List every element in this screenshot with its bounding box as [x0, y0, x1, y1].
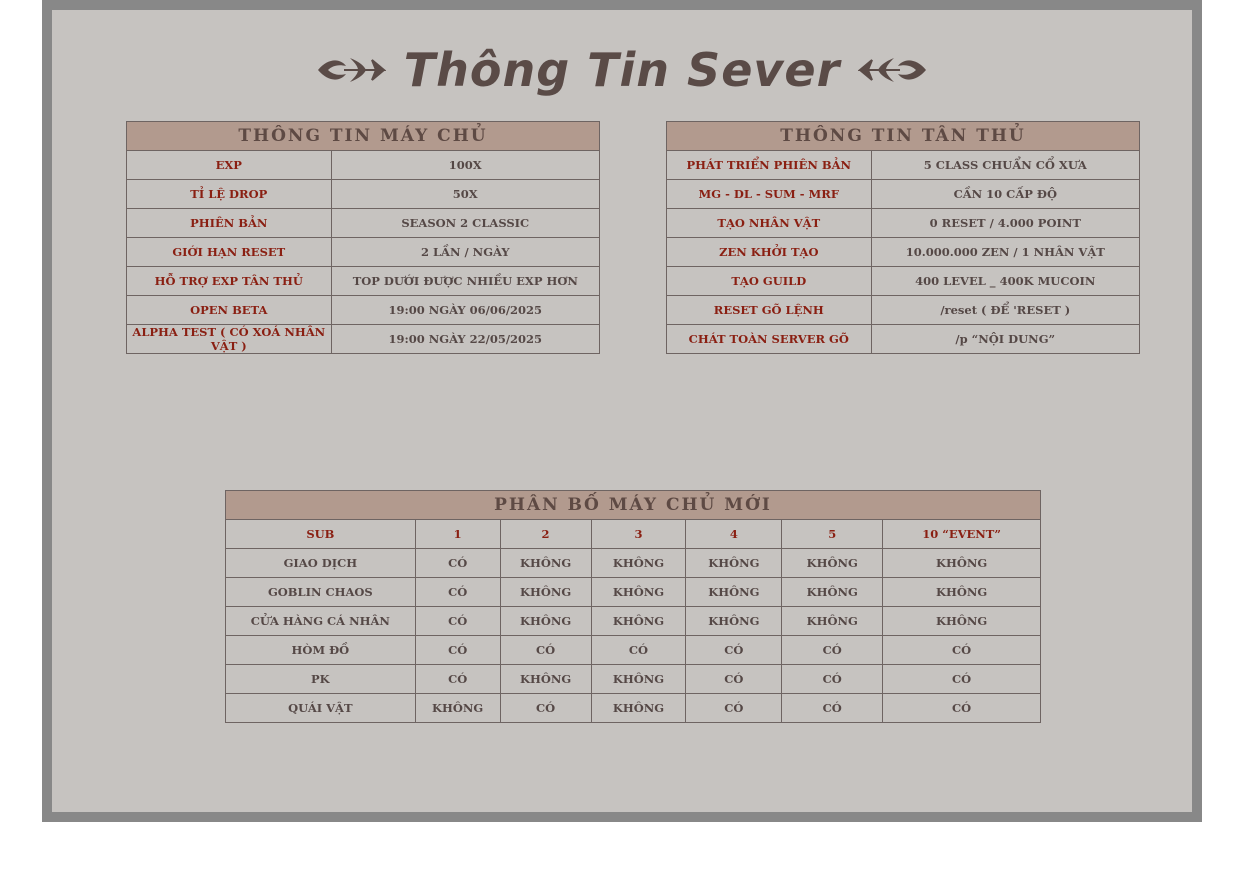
title-row [52, 40, 1192, 100]
allocation-heading: PHÂN BỐ MÁY CHỦ MỚI [226, 491, 1041, 520]
table-row [127, 209, 600, 238]
row-label: TẠO GUILD [667, 267, 872, 296]
table-cell: KHÔNG [686, 549, 782, 578]
table-row [226, 694, 1041, 723]
table-cell: CÓ [782, 636, 883, 665]
table-cell: KHÔNG [500, 549, 591, 578]
table-cell: CÓ [782, 694, 883, 723]
row-label: TỈ LỆ DROP [127, 180, 332, 209]
table-cell: CÓ [415, 636, 500, 665]
right-ornament-icon [858, 48, 930, 92]
server-info-heading: THÔNG TIN MÁY CHỦ [127, 122, 600, 151]
server-info-table [126, 121, 600, 354]
table-cell: PK [226, 665, 416, 694]
column-header: 5 [782, 520, 883, 549]
table-cell: KHÔNG [415, 694, 500, 723]
table-cell: KHÔNG [686, 578, 782, 607]
column-header: 10 “EVENT” [883, 520, 1041, 549]
left-ornament-icon [314, 48, 386, 92]
row-value: TOP DƯỚI ĐƯỢC NHIỀU EXP HƠN [331, 267, 599, 296]
row-label: TẠO NHÂN VẬT [667, 209, 872, 238]
page-title: Thông Tin Sever [403, 43, 841, 97]
column-header: 1 [415, 520, 500, 549]
table-cell: CÓ [591, 636, 686, 665]
table-cell: CÓ [686, 665, 782, 694]
newbie-info-heading: THÔNG TIN TÂN THỦ [667, 122, 1140, 151]
row-value: SEASON 2 CLASSIC [331, 209, 599, 238]
column-header: 2 [500, 520, 591, 549]
table-cell: CÓ [686, 636, 782, 665]
row-value: 19:00 NGÀY 22/05/2025 [331, 325, 599, 354]
table-cell: KHÔNG [591, 607, 686, 636]
row-value: 0 RESET / 4.000 POINT [871, 209, 1139, 238]
table-row [667, 267, 1140, 296]
table-cell: KHÔNG [883, 607, 1041, 636]
row-value: /reset ( ĐỂ 'RESET ) [871, 296, 1139, 325]
table-row [667, 180, 1140, 209]
row-label: GIỚI HẠN RESET [127, 238, 332, 267]
row-label: HỖ TRỢ EXP TÂN THỦ [127, 267, 332, 296]
table-cell: KHÔNG [686, 607, 782, 636]
row-label: ALPHA TEST ( CÓ XOÁ NHÂN VẬT ) [127, 325, 332, 354]
table-cell: CÓ [883, 694, 1041, 723]
allocation-header-row [226, 520, 1041, 549]
content-panel [52, 10, 1192, 812]
table-cell: KHÔNG [500, 578, 591, 607]
row-label: PHIÊN BẢN [127, 209, 332, 238]
table-cell: CÓ [883, 636, 1041, 665]
table-row [127, 325, 600, 354]
row-value: 10.000.000 ZEN / 1 NHÂN VẬT [871, 238, 1139, 267]
table-cell: CÓ [415, 665, 500, 694]
table-cell: CÓ [500, 636, 591, 665]
table-cell: CÓ [415, 549, 500, 578]
column-header: 4 [686, 520, 782, 549]
row-label: MG - DL - SUM - MRF [667, 180, 872, 209]
row-label: OPEN BETA [127, 296, 332, 325]
table-row [667, 325, 1140, 354]
table-cell: KHÔNG [883, 549, 1041, 578]
table-row [667, 209, 1140, 238]
table-row [667, 151, 1140, 180]
row-value: 400 LEVEL _ 400K MUCOIN [871, 267, 1139, 296]
row-label: RESET GÕ LỆNH [667, 296, 872, 325]
row-value: 100X [331, 151, 599, 180]
row-label: ZEN KHỞI TẠO [667, 238, 872, 267]
table-row [127, 180, 600, 209]
table-row [226, 578, 1041, 607]
table-cell: GOBLIN CHAOS [226, 578, 416, 607]
table-row [226, 665, 1041, 694]
row-value: 19:00 NGÀY 06/06/2025 [331, 296, 599, 325]
table-cell: CÓ [883, 665, 1041, 694]
table-cell: KHÔNG [500, 665, 591, 694]
allocation-table [225, 490, 1041, 723]
table-row [226, 549, 1041, 578]
table-cell: QUÁI VẬT [226, 694, 416, 723]
column-header: 3 [591, 520, 686, 549]
table-row [226, 607, 1041, 636]
row-label: CHÁT TOÀN SERVER GÕ [667, 325, 872, 354]
table-row [667, 296, 1140, 325]
row-value: /p “NỘI DUNG” [871, 325, 1139, 354]
row-label: EXP [127, 151, 332, 180]
table-row [127, 296, 600, 325]
table-cell: KHÔNG [782, 607, 883, 636]
table-row [667, 238, 1140, 267]
table-cell: GIAO DỊCH [226, 549, 416, 578]
table-cell: CÓ [415, 578, 500, 607]
row-label: PHÁT TRIỂN PHIÊN BẢN [667, 151, 872, 180]
row-value: 2 LẦN / NGÀY [331, 238, 599, 267]
table-cell: KHÔNG [591, 694, 686, 723]
table-row [127, 238, 600, 267]
table-cell: KHÔNG [591, 549, 686, 578]
table-cell: KHÔNG [782, 549, 883, 578]
table-cell: HÒM ĐỒ [226, 636, 416, 665]
table-cell: CÓ [415, 607, 500, 636]
table-row [127, 151, 600, 180]
column-header: SUB [226, 520, 416, 549]
table-cell: KHÔNG [591, 578, 686, 607]
page-frame [42, 0, 1202, 822]
table-cell: KHÔNG [782, 578, 883, 607]
table-cell: KHÔNG [591, 665, 686, 694]
table-cell: KHÔNG [500, 607, 591, 636]
table-cell: CỬA HÀNG CÁ NHÂN [226, 607, 416, 636]
row-value: 5 CLASS CHUẨN CỔ XƯA [871, 151, 1139, 180]
newbie-info-table [666, 121, 1140, 354]
table-cell: CÓ [500, 694, 591, 723]
table-row [127, 267, 600, 296]
table-row [226, 636, 1041, 665]
table-cell: KHÔNG [883, 578, 1041, 607]
row-value: CẦN 10 CẤP ĐỘ [871, 180, 1139, 209]
table-cell: CÓ [782, 665, 883, 694]
table-cell: CÓ [686, 694, 782, 723]
row-value: 50X [331, 180, 599, 209]
